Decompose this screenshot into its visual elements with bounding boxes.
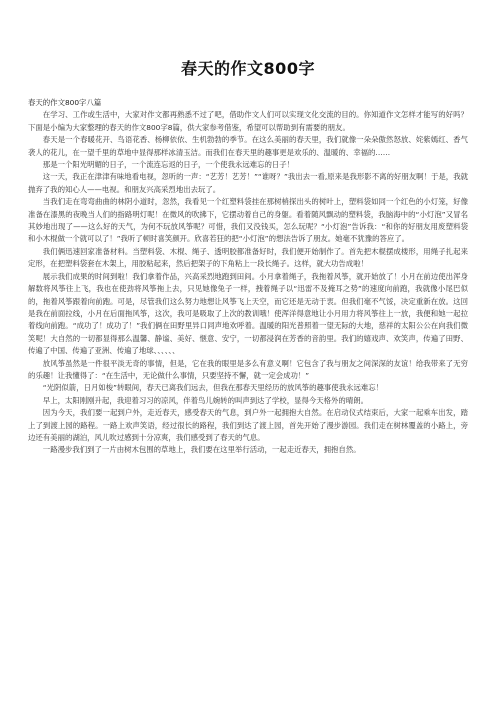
document-title: 春天的作文800字 <box>181 59 315 78</box>
paragraph: 当我们走在弯弯曲曲的林阴小道时，忽然，我看见一个红塑料袋挂在那树梢探出头的树叶上，塑料袋如同一个红色的小灯笼，好像准备在漆黑的夜晚当人们的指路明灯呢！在微风的吹拂下，它摆动着自己的身躯。看着随风飘动的塑料袋，我脑海中的“小灯泡”又冒名其妙地出现了——这么好的天气，为何不玩放风筝呢？可惜，我们又没钱买，怎么玩呢？“小灯泡”告诉我：“和你的好朋友用废塑料袋和小木棍做一个就可以了！”我听了顿时喜笑颜开。欣喜若狂的把“小灯泡”的想法告诉了朋友。她毫不犹豫的答应了。 <box>28 197 468 244</box>
paragraph: 春天是一个春暖花开、鸟语花香、杨柳依依、生机勃勃的季节。在这么美丽的春天里，我们就像一朵朵傲然怒放、姹紫嫣红、香气袭人的花儿，在一望千里的草地中显得那样冰清玉洁。而我们在春天里的趣事更是欢乐的、温暖的、幸福的…… <box>28 135 468 157</box>
document-body <box>28 109 468 456</box>
paragraph: 在学习、工作或生活中，大家对作文都再熟悉不过了吧，借助作文人们可以实现文化交流的目的。你知道作文怎样才能写的好吗？下面是小编为大家整理的春天的作文800字8篇，供大家参考借鉴，希望可以帮助到有需要的朋友。 <box>28 110 468 132</box>
document-subtitle: 春天的作文800字八篇 <box>28 98 102 107</box>
paragraph: 放风筝虽然是一件很平淡无奇的事情，但是，它在我的眼里是多么有意义啊！它包含了我与朋友之间深深的友谊！给我带来了无穷的乐趣！让我懂得了：“在生活中，无论做什么事情，只要坚持不懈，就一定会成功！” <box>28 358 468 380</box>
paragraph: 因为今天，我们要一起到户外，走近春天，感受春天的气息，到户外一起拥抱大自然。在启动仪式结束后，大家一起乘车出发，踏上了到渡上园的路程。一路上欢声笑语，经过很长的路程，我们到达了渡上园，首先开始了漫步游园。我们走在树林覆盖的小路上，旁边还有美丽的湖泊，风儿吹过感到十分凉爽，我们感受到了春天的气息。 <box>28 408 468 442</box>
paragraph: 展示我们成果的时间到啦！我们拿着作品，兴高采烈地跑到田间。小月拿着绳子，我拖着风筝，就开始放了！小月在前边使出浑身解数将风筝往上飞，我也在使劲将风筝拖上去，只见她像兔子一样，拽着绳子以“迅雷不及掩耳之势”的速度向前跑，我就像小尾巴似的，拖着风筝跟着向前跑。可是，尽管我们这么努力地想让风筝飞上天空，而它还是无动于衷。但我们毫不气馁，决定重新在放。这回是我在前面拉线，小月在后面拖风筝，这次，我可是吸取了上次的教训哦！使浑洋得意地让小月用力将风筝往上一放，我便和她一起拉着线向前跑。“成功了！成功了！”我们俩在田野里异口同声地欢呼着。温暖的阳光普照着一望无际的大地，慈祥的太阳公公在向我们微笑呢！大自然的一切都显得那么温馨、静谧、美好、惬意、安宁，一切都浸润在芳香的音韵里。我们的嬉戏声、欢笑声，传遍了田野、传遍了中国、传遍了亚洲、传遍了地球、、、、、、 <box>28 271 468 356</box>
paragraph: 早上，太阳刚刚升起，我迎着习习的凉风，伴着鸟儿婉转的叫声到达了学校，显得今天格外的晴朗。 <box>42 395 368 405</box>
paragraph: 一路漫步我们到了一片由树木包围的草地上，我们要在这里举行活动，一起走近春天，拥抱自然。 <box>42 445 361 455</box>
paragraph: 那是一个阳光明媚的日子，一个流连忘返的日子，一个使我永远难忘的日子！ <box>42 160 295 170</box>
paragraph: “光阴似箭，日月如梭”转眼间，春天已离我们远去，但我在那春天里经历的放风筝的趣事使我永远难忘！ <box>42 383 384 393</box>
paragraph: 这一天，我正在津津有味地看电视，忽听的一声：“艺芳！艺芳！”“谁呀？”我出去一看,原来是我形影不离的好朋友啊！于是，我就抛弃了我的知心人——电视。和朋友兴高采烈地出去玩了。 <box>28 172 468 194</box>
paragraph: 我们俩迅速回家准备材料。当塑料袋、木棍、绳子、透明胶都准备好时，我们便开始制作了。首先把木棍摆成楼形，用绳子扎起来定形，在把塑料袋套在木架上，用胶粘起来，然后把架子的下角粘上一段长绳子。这样，就大功告成啦！ <box>28 246 468 269</box>
